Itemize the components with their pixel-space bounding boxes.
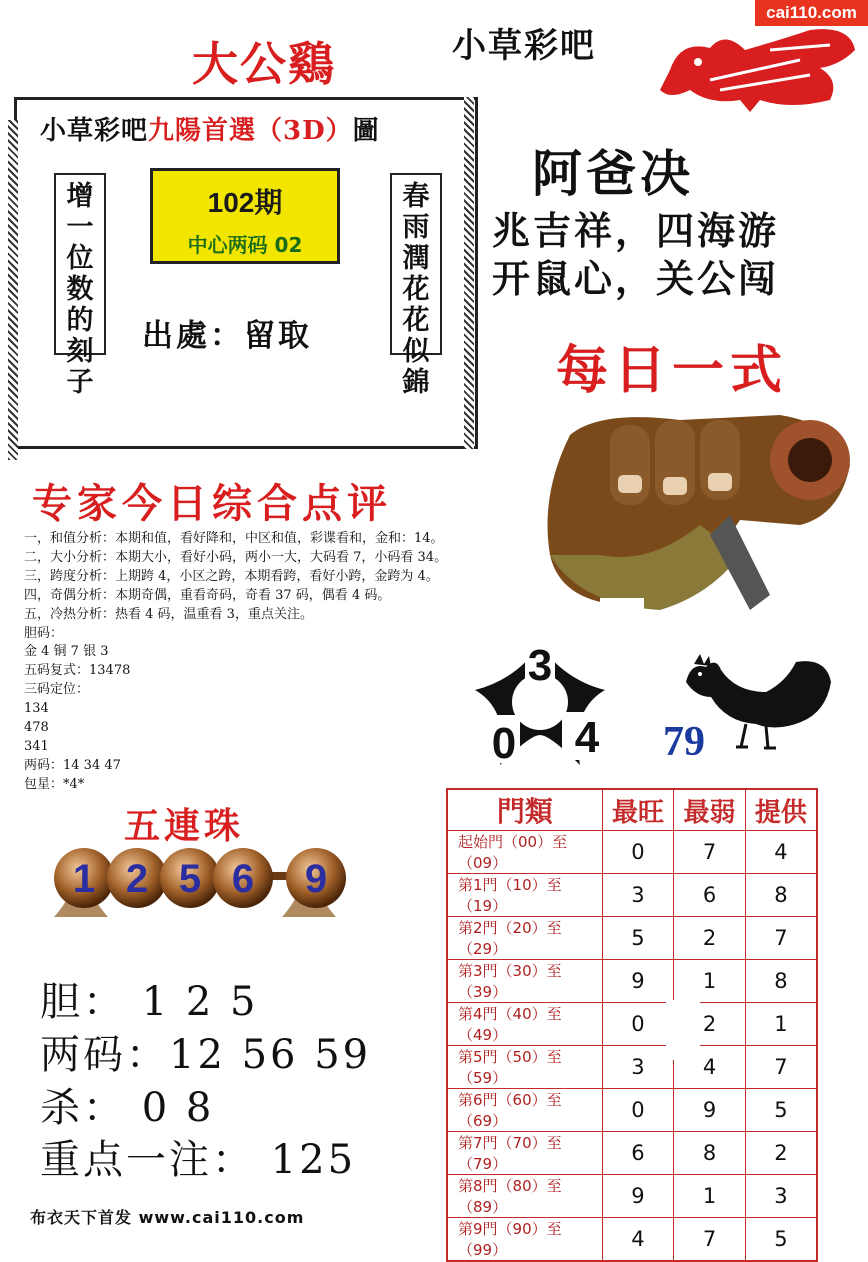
door-label: 第1門（10）至（19） [447, 874, 602, 917]
expert-analysis [24, 530, 544, 795]
five-beads-title: 五連珠 [124, 805, 245, 847]
analysis-line: 五，冷热分析：热看 4 码，温重看 3，重点关注。 [24, 606, 313, 622]
issue-number: 102期 [207, 187, 283, 218]
col-header-category: 門類 [447, 789, 602, 831]
panel-title-suffix: 圖 [352, 116, 380, 146]
table-header-row [447, 789, 817, 831]
cell: 9 [602, 960, 674, 1003]
dan-prediction: 胆： 1 2 5 [40, 979, 259, 1025]
issue-box [150, 168, 340, 264]
cell: 7 [745, 1046, 817, 1089]
emblem-right-number: 4 [574, 713, 600, 762]
main-title: 大公鷄 [192, 37, 336, 91]
bead-number: 5 [178, 857, 202, 901]
cell: 7 [674, 1218, 746, 1262]
analysis-line: 341 [24, 738, 49, 754]
five-beads [52, 842, 352, 920]
bead-number: 6 [231, 857, 255, 901]
white-patch [666, 1000, 700, 1060]
door-label: 第8門（80）至（89） [447, 1175, 602, 1218]
bead-number: 9 [304, 857, 328, 901]
emblem-top-number: 3 [527, 641, 553, 690]
col-header-weakest: 最弱 [674, 789, 746, 831]
cell: 0 [602, 831, 674, 874]
cell: 0 [602, 1003, 674, 1046]
poem-line-1: 兆吉祥，四海游 [492, 208, 780, 253]
cell: 8 [674, 1132, 746, 1175]
col-header-provided: 提供 [745, 789, 817, 831]
center-code: 中心两码 02 [187, 233, 303, 257]
analysis-line: 三码定位： [24, 682, 90, 698]
daily-title: 每日一式 [556, 340, 789, 401]
cell: 7 [674, 831, 746, 874]
cell: 2 [674, 917, 746, 960]
panel-border-left [8, 120, 18, 460]
analysis-line: 金 4 铜 7 银 3 [24, 644, 109, 660]
cell: 6 [674, 874, 746, 917]
analysis-line: 两码：14 34 47 [24, 757, 121, 773]
table-row [447, 1132, 817, 1175]
table-row [447, 1089, 817, 1132]
panel-title-mid: （3D） [256, 116, 353, 146]
expert-title: 专家今日综合点评 [32, 480, 392, 527]
door-label: 第9門（90）至（99） [447, 1218, 602, 1262]
cell: 9 [674, 1089, 746, 1132]
panel-title [40, 110, 380, 147]
analysis-line: 134 [24, 701, 49, 717]
analysis-line: 胆码： [24, 625, 64, 641]
emblem-left-number: 0 [491, 719, 517, 768]
door-label: 第3門（30）至（39） [447, 960, 602, 1003]
right-vertical-slogan: 春雨潤花花似錦 [390, 173, 442, 355]
source-line: 出處：留取 [142, 318, 312, 354]
rooster-icon [676, 652, 834, 752]
cell: 3 [745, 1175, 817, 1218]
table-row [447, 917, 817, 960]
cell: 5 [745, 1218, 817, 1262]
cell: 5 [745, 1089, 817, 1132]
cell: 8 [745, 960, 817, 1003]
analysis-line: 478 [24, 720, 49, 736]
cell: 1 [674, 1175, 746, 1218]
cell: 3 [602, 1046, 674, 1089]
panel-border-right [464, 97, 474, 449]
table-row [447, 831, 817, 874]
footer-credit: 布衣天下首发 www.cai110.com [30, 1208, 305, 1227]
forum-title: 小草彩吧 [452, 26, 596, 66]
number-emblem [470, 640, 610, 770]
key-pick-prediction: 重点一注： 125 [40, 1137, 357, 1183]
door-label: 第5門（50）至（59） [447, 1046, 602, 1089]
door-label: 第2門（20）至（29） [447, 917, 602, 960]
cell: 2 [674, 1003, 746, 1046]
cell: 4 [602, 1218, 674, 1262]
cell: 0 [602, 1089, 674, 1132]
site-tag[interactable]: cai110.com [755, 0, 868, 26]
poem-line-2: 开鼠心，关公闯 [492, 256, 780, 301]
col-header-hottest: 最旺 [602, 789, 674, 831]
panel-title-prefix: 小草彩吧 [40, 116, 149, 146]
cell: 8 [745, 874, 817, 917]
cell: 4 [674, 1046, 746, 1089]
door-label: 第7門（70）至（79） [447, 1132, 602, 1175]
fist-gun-icon [540, 405, 868, 615]
kill-prediction: 杀： 0 8 [40, 1085, 215, 1131]
cell: 4 [745, 831, 817, 874]
analysis-line: 包星：*4* [24, 776, 85, 792]
panel-title-red: 九陽首選 [148, 116, 257, 146]
door-table [446, 788, 818, 1262]
table-row [447, 1046, 817, 1089]
table-row [447, 1175, 817, 1218]
cell: 5 [602, 917, 674, 960]
analysis-line: 四，奇偶分析：本期奇偶，重看奇码，奇看 37 码，偶看 4 码。 [24, 587, 391, 603]
table-row [447, 1003, 817, 1046]
table-row [447, 874, 817, 917]
cell: 1 [745, 1003, 817, 1046]
analysis-line: 二，大小分析：本期大小，看好小码，两小一大，大码看 7，小码看 34。 [24, 549, 448, 565]
cell: 6 [602, 1132, 674, 1175]
analysis-line: 五码复式：13478 [24, 663, 131, 679]
analysis-line: 三，跨度分析：上期跨 4，小区之跨，本期看跨，看好小跨，金跨为 4。 [24, 568, 439, 584]
bead-number: 1 [72, 857, 96, 901]
cell: 7 [745, 917, 817, 960]
rooster-papercut-icon [650, 20, 860, 112]
two-code-prediction: 两码：12 56 59 [40, 1032, 372, 1078]
cell: 3 [602, 874, 674, 917]
cell: 1 [674, 960, 746, 1003]
door-label: 第6門（60）至（69） [447, 1089, 602, 1132]
cell: 2 [745, 1132, 817, 1175]
bead-number: 2 [125, 857, 149, 901]
white-patch [600, 598, 644, 638]
left-vertical-slogan: 增一位数的刻子 [54, 173, 106, 355]
door-label: 起始門（00）至（09） [447, 831, 602, 874]
abaj-title: 阿爸决 [532, 144, 694, 203]
cell: 9 [602, 1175, 674, 1218]
blue-number: 79 [663, 719, 705, 765]
table-row [447, 960, 817, 1003]
table-row [447, 1218, 817, 1262]
analysis-line: 一，和值分析：本期和值，看好降和，中区和值，彩谍看和，金和：14。 [24, 531, 444, 546]
door-label: 第4門（40）至（49） [447, 1003, 602, 1046]
